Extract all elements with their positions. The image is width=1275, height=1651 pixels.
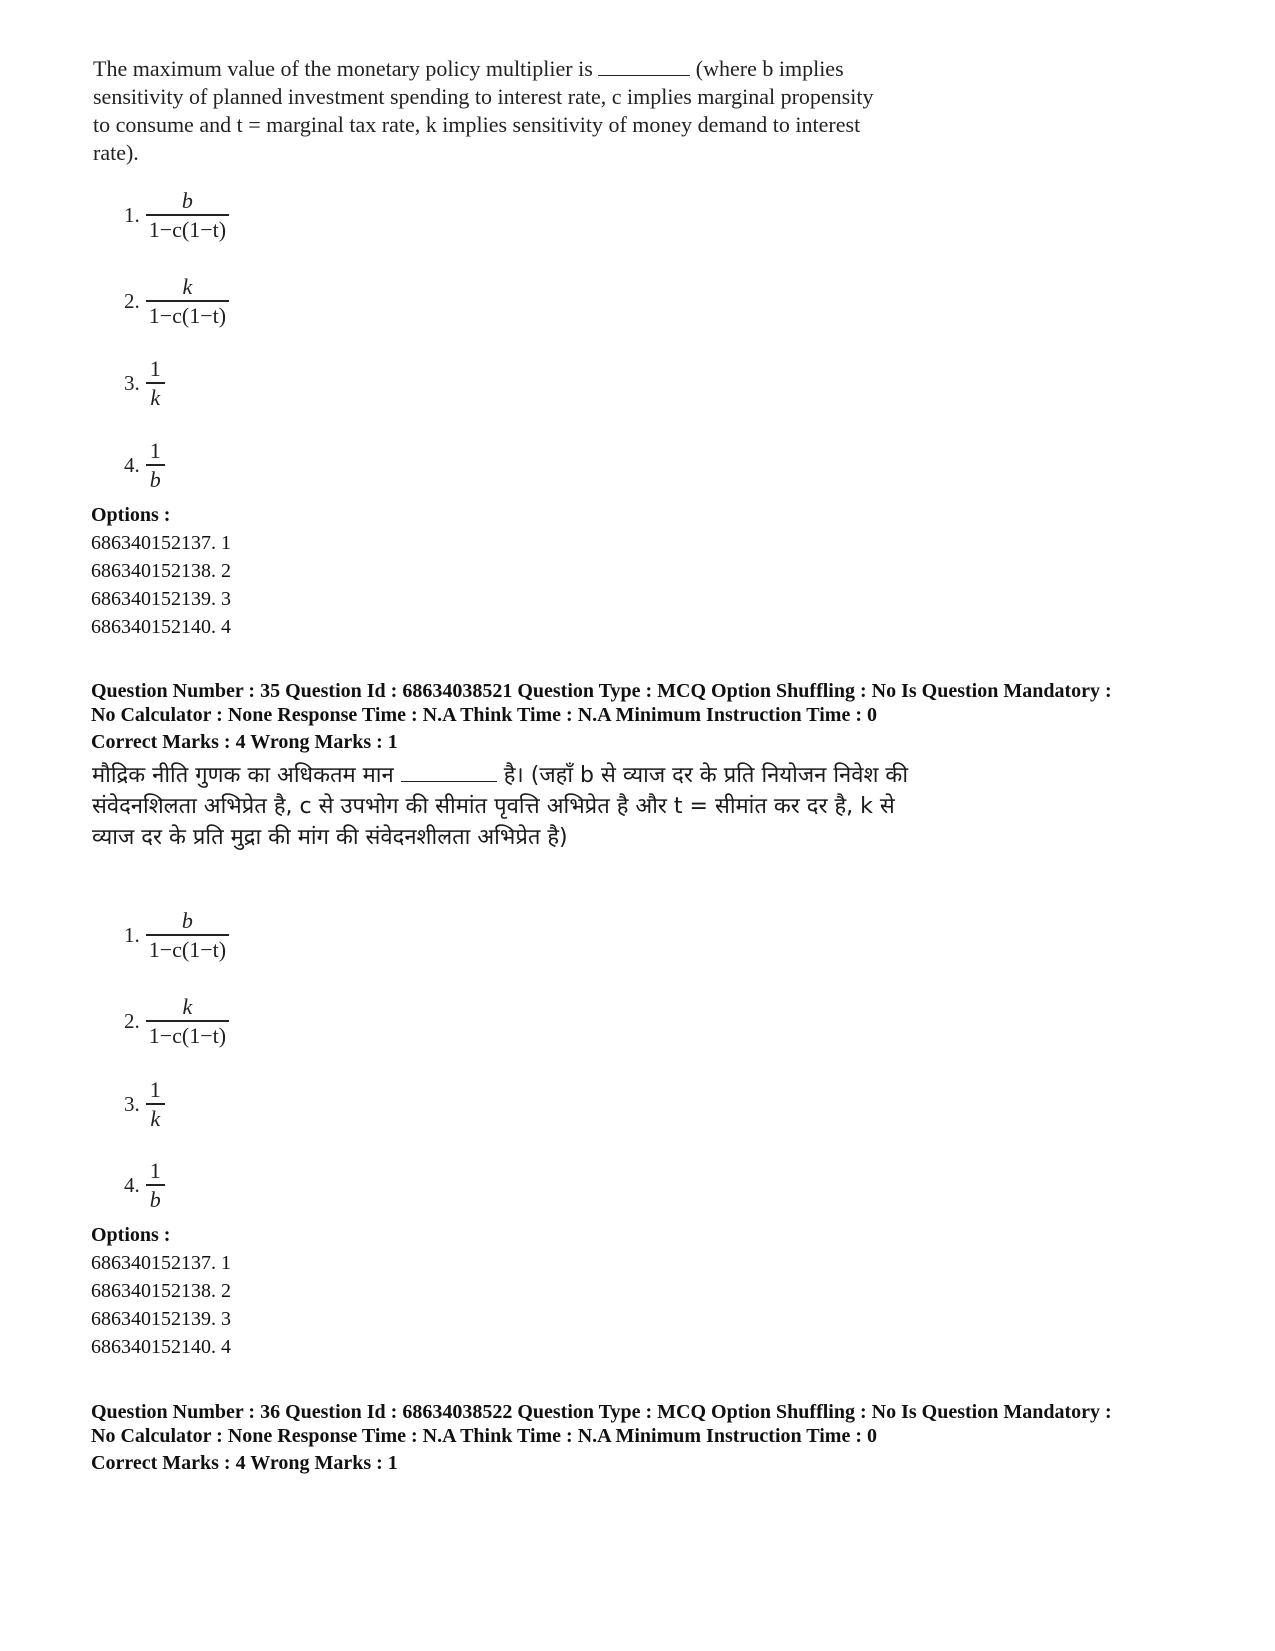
question-text-after-blank: (where b implies sensitivity of planned investment spending to interest rate, c implies marginal propensity to consume and t = marginal tax rate, k implies sensitivity of money demand to interest rate). <box>93 56 874 165</box>
choice-number: 1. <box>124 203 140 228</box>
choice-2 <box>124 994 229 1050</box>
fraction <box>146 908 229 964</box>
answer-blank <box>401 761 497 782</box>
question-text-before-blank: मौद्रिक नीति गुणक का अधिकतम मान <box>92 763 394 788</box>
fraction-numerator: 1 <box>149 1158 161 1183</box>
choice-1 <box>124 188 229 244</box>
fraction <box>146 356 165 412</box>
answer-blank <box>598 57 690 76</box>
choice-number: 4. <box>124 1173 140 1198</box>
choice-3 <box>124 1077 165 1133</box>
question-meta <box>91 1400 1191 1448</box>
choice-number: 4. <box>124 453 140 478</box>
fraction-numerator: k <box>182 274 193 299</box>
option-id-line: 686340152139. 3 <box>91 1308 231 1330</box>
question-text-before-blank: The maximum value of the monetary policy multiplier is <box>93 56 593 81</box>
fraction <box>146 1077 165 1133</box>
question-meta <box>91 679 1191 727</box>
options-label: Options : <box>91 1224 171 1246</box>
fraction-denominator: 1−c(1−t) <box>148 216 227 242</box>
question-meta-line-1: Question Number : 35 Question Id : 68634038521 Question Type : MCQ Option Shuffling : No Is Question Mandatory : <box>91 680 1112 702</box>
choice-4 <box>124 438 165 494</box>
question-meta-line-1: Question Number : 36 Question Id : 68634038522 Question Type : MCQ Option Shuffling : No Is Question Mandatory : <box>91 1401 1112 1423</box>
fraction-denominator: b <box>149 466 161 492</box>
option-id-line: 686340152139. 3 <box>91 588 231 610</box>
fraction <box>146 994 229 1050</box>
fraction-numerator: k <box>182 994 193 1019</box>
fraction <box>146 188 229 244</box>
fraction-numerator: b <box>181 908 193 933</box>
option-id-line: 686340152137. 1 <box>91 1252 231 1274</box>
choice-number: 1. <box>124 923 140 948</box>
fraction <box>146 1158 165 1214</box>
marks-line: Correct Marks : 4 Wrong Marks : 1 <box>91 1452 398 1474</box>
question-text <box>93 55 893 167</box>
options-label: Options : <box>91 504 171 526</box>
fraction-denominator: 1−c(1−t) <box>148 936 227 962</box>
choice-number: 2. <box>124 1009 140 1034</box>
fraction-denominator: b <box>149 1186 161 1212</box>
fraction-numerator: 1 <box>149 356 161 381</box>
question-text-after-blank: है। (जहाँ b से व्याज दर के प्रति नियोजन निवेश की संवेदनशिलता अभिप्रेत है, c से उपभोग की सीमांत पृवत्ति अभिप्रेत है और t = सीमांत कर दर है, k से व्याज दर के प्रति मुद्रा की मांग की संवेदनशीलता अभिप्रेत है) <box>92 763 909 850</box>
option-id-line: 686340152138. 2 <box>91 560 231 582</box>
option-id-line: 686340152137. 1 <box>91 532 231 554</box>
question-meta-line-2: No Calculator : None Response Time : N.A Think Time : N.A Minimum Instruction Time : 0 <box>91 704 877 726</box>
option-id-line: 686340152138. 2 <box>91 1280 231 1302</box>
choice-1 <box>124 908 229 964</box>
fraction <box>146 274 229 330</box>
fraction-denominator: 1−c(1−t) <box>148 302 227 328</box>
fraction-denominator: k <box>150 1105 161 1131</box>
fraction-numerator: b <box>181 188 193 213</box>
fraction-numerator: 1 <box>149 438 161 463</box>
fraction-denominator: k <box>150 384 161 410</box>
marks-line: Correct Marks : 4 Wrong Marks : 1 <box>91 731 398 753</box>
question-text-hindi <box>92 760 912 853</box>
fraction <box>146 438 165 494</box>
option-id-line: 686340152140. 4 <box>91 616 231 638</box>
fraction-numerator: 1 <box>149 1077 161 1102</box>
choice-3 <box>124 356 165 412</box>
question-meta-line-2: No Calculator : None Response Time : N.A Think Time : N.A Minimum Instruction Time : 0 <box>91 1425 877 1447</box>
choice-4 <box>124 1158 165 1214</box>
choice-number: 3. <box>124 1092 140 1117</box>
choice-2 <box>124 274 229 330</box>
fraction-denominator: 1−c(1−t) <box>148 1022 227 1048</box>
choice-number: 2. <box>124 289 140 314</box>
choice-number: 3. <box>124 371 140 396</box>
option-id-line: 686340152140. 4 <box>91 1336 231 1358</box>
